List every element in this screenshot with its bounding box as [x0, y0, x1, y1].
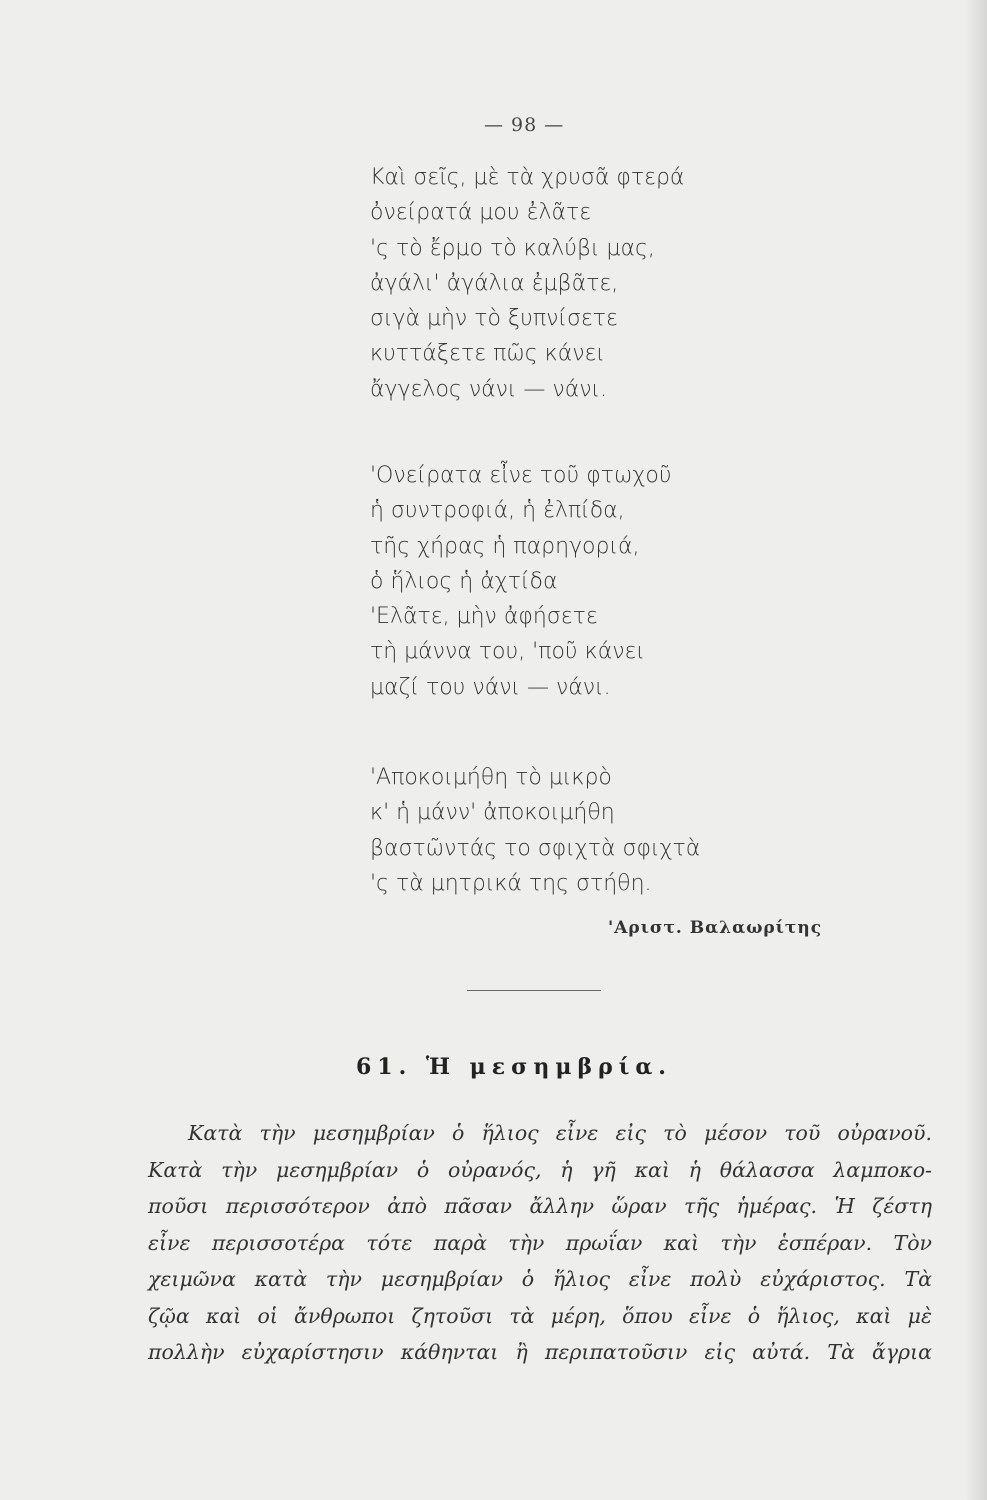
poem-stanza — [370, 458, 672, 705]
body-line: Κατὰ τὴν μεσημβρίαν ὁ ἥλιος εἶνε εἰς τὸ μέσον τοῦ οὐρανοῦ. — [188, 1121, 932, 1145]
section-body — [148, 1115, 932, 1371]
section-divider — [467, 990, 601, 991]
poem-line: ἄγγελος νάνι — νάνι. — [370, 376, 607, 402]
body-line: ποῦσι περισσότερον ἀπὸ πᾶσαν ἄλλην ὥραν τῆς ἡμέρας. Ἡ ζέστη — [148, 1194, 932, 1218]
poem-line: 'Ελᾶτε, μὴν ἀφήσετε — [370, 604, 598, 630]
section-heading: 61. Ἡ μεσημβρία. — [356, 1054, 672, 1080]
page-edge-shadow — [965, 0, 987, 1500]
poem-line: τὴ μάννα του, 'ποῦ κάνει — [370, 639, 645, 665]
poem-line: βαστῶντάς το σφιχτὰ σφιχτὰ — [370, 835, 701, 861]
body-line: εἶνε περισσοτέρα τότε παρὰ τὴν πρωΐαν καὶ τὴν ἑσπέραν. Τὸν — [148, 1230, 932, 1255]
page-number: — 98 — — [484, 114, 565, 136]
poem-line: 'ς τὸ ἔρμο τὸ καλύβι μας, — [370, 235, 655, 261]
poem-line: σιγὰ μὴν τὸ ξυπνίσετε — [370, 306, 618, 332]
body-line: πολλὴν εὐχαρίστησιν κάθηνται ἢ περιπατοῦσιν εἰς αὐτά. Τὰ ἄγρια — [148, 1340, 932, 1364]
poem-line: κ' ἡ μάνν' ἀποκοιμήθη — [370, 800, 615, 826]
body-line: χειμῶνα κατὰ τὴν μεσημβρίαν ὁ ἥλιος εἶνε πολὺ εὐχάριστος. Τὰ — [148, 1267, 932, 1291]
poem-line: κυττάξετε πῶς κάνει — [370, 341, 605, 367]
poem-line: 'ς τὰ μητρικά της στήθη. — [370, 870, 652, 896]
poem-author: 'Αριστ. Βαλαωρίτης — [608, 918, 823, 938]
body-line: Κατὰ τὴν μεσημβρίαν ὁ οὐρανός, ἡ γῆ καὶ ἡ θάλασσα λαμποκο- — [148, 1157, 932, 1182]
poem-line: ὁ ἥλιος ἡ ἀχτίδα — [370, 568, 558, 594]
poem-stanza — [370, 160, 684, 407]
body-line: ζῷα καὶ οἱ ἄνθρωποι ζητοῦσι τὰ μέρη, ὅπου εἶνε ὁ ἥλιος, καὶ μὲ — [148, 1303, 932, 1328]
poem-line: μαζί του νάνι — νάνι. — [370, 674, 611, 700]
poem-line: ὀνείρατά μου ἐλᾶτε — [370, 200, 592, 226]
poem-line: 'Ονείρατα εἶνε τοῦ φτωχοῦ — [370, 463, 672, 488]
poem-line: τῆς χήρας ἡ παρηγοριά, — [370, 533, 640, 559]
poem-line: ἀγάλι' ἀγάλια ἐμβᾶτε, — [370, 270, 619, 296]
poem-line: 'Αποκοιμήθη τὸ μικρὸ — [370, 765, 612, 790]
poem-stanza — [370, 760, 700, 901]
poem-line: ἡ συντροφιά, ἡ ἐλπίδα, — [370, 498, 625, 524]
poem-line: Καὶ σεῖς, μὲ τὰ χρυσᾶ φτερά — [370, 165, 685, 190]
